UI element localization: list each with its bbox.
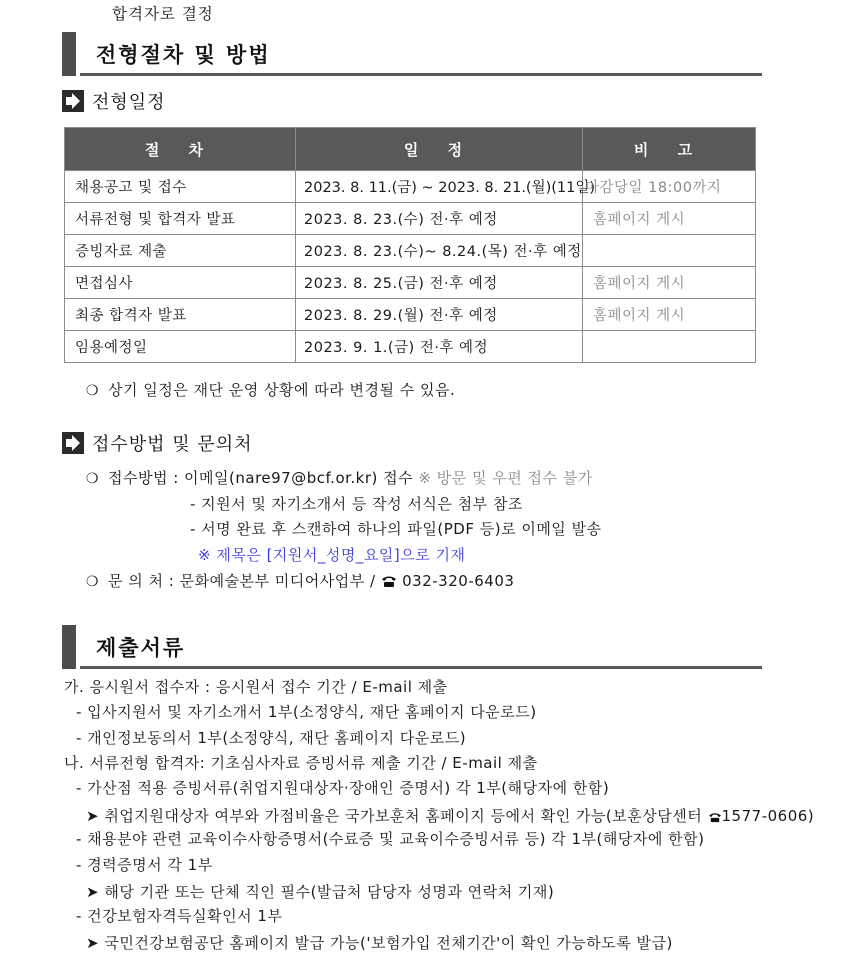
method-note: ※ 방문 및 우편 접수 불가	[418, 469, 593, 487]
header-note: 비 고	[583, 128, 756, 171]
filled-arrow-icon: ➤	[86, 883, 100, 901]
hollow-circle-icon: ❍	[86, 574, 100, 590]
header-date: 일 정	[296, 128, 583, 171]
cell-date: 2023. 8. 29.(월) 전·후 예정	[296, 299, 583, 331]
table-header-row	[65, 128, 756, 171]
documents-a-title: 가. 응시원서 접수자 : 응시원서 접수 기간 / E-mail 제출	[64, 678, 448, 696]
table-row	[65, 203, 756, 235]
cell-date: 2023. 8. 11.(금) ~ 2023. 8. 21.(월)(11일)	[296, 171, 583, 203]
telephone-icon	[708, 809, 722, 827]
contact-line-2: - 지원서 및 자기소개서 등 작성 서식은 첨부 참조	[190, 495, 523, 513]
cell-step: 면접심사	[65, 267, 296, 299]
top-line: 합격자로 결정	[112, 5, 214, 23]
contact-inquiry	[86, 570, 514, 592]
schedule-footnote	[86, 379, 455, 400]
contact-method	[86, 467, 593, 488]
contact-line-4: ※ 제목은 [지원서_성명_요일]으로 기재	[198, 546, 466, 564]
cell-date: 2023. 8. 25.(금) 전·후 예정	[296, 267, 583, 299]
cell-date: 2023. 8. 23.(수)~ 8.24.(목) 전·후 예정	[296, 235, 583, 267]
cell-note	[583, 235, 756, 267]
filled-arrow-icon: ➤	[86, 807, 100, 825]
documents-b-note	[86, 805, 814, 827]
arrow-box-icon	[62, 432, 84, 454]
cell-step: 임용예정일	[65, 331, 296, 363]
documents-b-note	[86, 881, 554, 902]
note-text: 취업지원대상자 여부와 가점비율은 국가보훈처 홈페이지 등에서 확인 가능(보훈상담센터	[104, 807, 703, 825]
cell-note: 마감당일 18:00까지	[583, 171, 756, 203]
documents-b-item: - 채용분야 관련 교육이수사항증명서(수료증 및 교육이수증빙서류 등) 각 1부(해당자에 한함)	[76, 830, 705, 848]
header-step: 절 차	[65, 128, 296, 171]
cell-date: 2023. 8. 23.(수) 전·후 예정	[296, 203, 583, 235]
cell-note: 홈페이지 게시	[583, 203, 756, 235]
table-row	[65, 171, 756, 203]
arrow-box-icon	[62, 90, 84, 112]
note-phone: 1577-0606)	[721, 807, 815, 825]
hollow-circle-icon: ❍	[86, 471, 100, 487]
section-bar	[62, 32, 76, 76]
documents-a-item: - 입사지원서 및 자기소개서 1부(소정양식, 재단 홈페이지 다운로드)	[76, 703, 537, 721]
telephone-icon	[381, 574, 397, 592]
note-text: 해당 기관 또는 단체 직인 필수(발급처 담당자 성명과 연락처 기재)	[104, 883, 555, 901]
cell-note	[583, 331, 756, 363]
documents-b-note	[86, 932, 673, 953]
cell-note: 홈페이지 게시	[583, 299, 756, 331]
subsection-title: 접수방법 및 문의처	[92, 434, 253, 455]
section-header-procedure	[62, 32, 762, 76]
inquiry-label: 문 의 처 : 문화예술본부 미디어사업부 /	[108, 572, 376, 590]
note-text: 국민건강보험공단 홈페이지 발급 가능('보험가입 전체기간'이 확인 가능하도록 발급)	[104, 934, 673, 952]
cell-note: 홈페이지 게시	[583, 267, 756, 299]
cell-step: 서류전형 및 합격자 발표	[65, 203, 296, 235]
table-row	[65, 331, 756, 363]
section-header-documents	[62, 625, 762, 669]
filled-arrow-icon: ➤	[86, 934, 100, 952]
section-bar	[62, 625, 76, 669]
documents-b-item: - 가산점 적용 증빙서류(취업지원대상자·장애인 증명서) 각 1부(해당자에 한함)	[76, 779, 610, 797]
hollow-circle-icon: ❍	[86, 383, 100, 399]
section-rule	[80, 666, 762, 669]
documents-b-item: - 경력증명서 각 1부	[76, 856, 213, 874]
documents-b-title: 나. 서류전형 합격자: 기초심사자료 증빙서류 제출 기간 / E-mail 제출	[64, 754, 538, 772]
table-row	[65, 299, 756, 331]
section-rule	[80, 73, 762, 76]
footnote-text: 상기 일정은 재단 운영 상황에 따라 변경될 수 있음.	[108, 381, 456, 399]
documents-a-item: - 개인정보동의서 1부(소정양식, 재단 홈페이지 다운로드)	[76, 729, 467, 747]
table-row	[65, 267, 756, 299]
cell-step: 최종 합격자 발표	[65, 299, 296, 331]
schedule-table	[64, 127, 756, 363]
inquiry-phone: 032-320-6403	[402, 572, 515, 590]
cell-date: 2023. 9. 1.(금) 전·후 예정	[296, 331, 583, 363]
table-row	[65, 235, 756, 267]
cell-step: 증빙자료 제출	[65, 235, 296, 267]
documents-b-item: - 건강보험자격득실확인서 1부	[76, 907, 283, 925]
method-label: 접수방법 : 이메일(nare97@bcf.or.kr) 접수	[108, 469, 414, 487]
section-title: 제출서류	[96, 636, 186, 660]
cell-step: 채용공고 및 접수	[65, 171, 296, 203]
subsection-title: 전형일정	[92, 92, 166, 113]
contact-line-3: - 서명 완료 후 스캔하여 하나의 파일(PDF 등)로 이메일 발송	[190, 520, 602, 538]
section-title: 전형절차 및 방법	[96, 43, 271, 67]
